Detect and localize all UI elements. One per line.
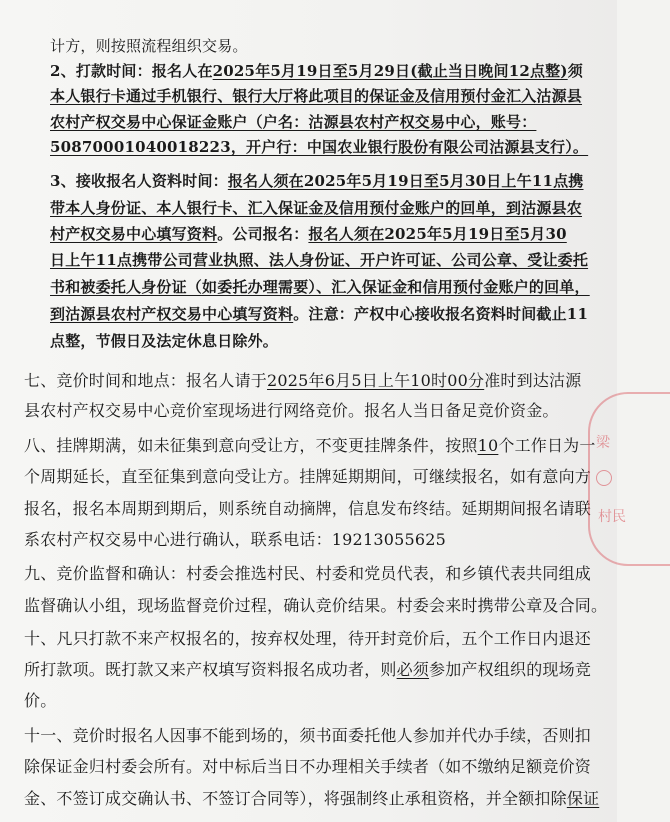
text-line-7: 带本人身份证、本人银行卡、汇入保证金及信用预付金账户的回单，到沽源县农 [50, 199, 583, 217]
stamp-text-bottom: 村民 [598, 509, 626, 525]
section-9-line-2: 监督确认小组，现场监督竞价过程，确认竞价结果。村委会来时携带公章及合同。 [24, 596, 608, 615]
section-10-line-1: 十、凡只打款不来产权报名的，按弃权处理，待开封竞价后，五个工作日内退还 [24, 629, 592, 648]
text-line-6: 3、接收报名人资料时间：报名人须在2025年5月19日至5月30日上午11点携 [50, 172, 584, 190]
stamp-text-top: 梁 [596, 435, 610, 451]
section-8-line-4: 系农村产权交易中心进行确认，联系电话：19213055625 [24, 530, 446, 549]
text-line-12: 点整，节假日及法定休息日除外。 [50, 332, 279, 350]
section-7-line-1: 七、竞价时间和地点：报名人请于2025年6月5日上午10时00分准时到达沽源 [24, 371, 582, 390]
text-line-11: 到沽源县农村产权交易中心填写资料。注意：产权中心接收报名资料时间截止11 [50, 305, 589, 323]
text-line-1: 计方，则按照流程组织交易。 [50, 37, 248, 55]
text-line-2: 2、打款时间：报名人在2025年5月19日至5月29日(截止当日晚间12点整)须 [50, 62, 583, 80]
text-line-3: 本人银行卡通过手机银行、银行大厅将此项目的保证金及信用预付金汇入沽源县 [50, 87, 583, 105]
section-8-line-1: 八、挂牌期满，如未征集到意向受让方，不变更挂牌条件，按照10个工作日为一 [24, 436, 596, 455]
section-8-line-3: 报名，报名本周期到期后，则系统自动摘牌，信息发布终结。延期期间报名请联 [24, 499, 592, 518]
section-10-line-3: 价。 [24, 691, 57, 710]
stamp-mark [596, 470, 612, 486]
section-10-line-2: 所打款项。既打款又来产权填写资料报名成功者，则必须参加产权组织的现场竞 [24, 660, 592, 679]
section-11-line-1: 十一、竞价时报名人因事不能到场的，须书面委托他人参加并代办手续，否则扣 [24, 726, 592, 745]
section-9-line-1: 九、竞价监督和确认：村委会推选村民、村委和党员代表，和乡镇代表共同组成 [24, 564, 592, 583]
section-11-line-3: 金、不签订成交确认书、不签订合同等），将强制终止承租资格，并全额扣除保证 [24, 789, 600, 808]
text-line-5: 50870001040018223，开户行：中国农业银行股份有限公司沽源县支行）。 [50, 138, 589, 156]
text-line-10: 书和被委托人身份证（如委托办理需要）、汇入保证金和信用预付金账户的回单， [50, 278, 590, 296]
text-line-9: 日上午11点携带公司营业执照、法人身份证、开户许可证、公司公章、受让委托 [50, 251, 589, 269]
text-line-8: 村产权交易中心填写资料。公司报名：报名人须在2025年5月19日至5月30 [50, 225, 567, 243]
section-7-line-2: 县农村产权交易中心竞价室现场进行网络竞价。报名人当日备足竞价资金。 [24, 401, 559, 420]
text-line-4: 农村产权交易中心保证金账户（户名：沽源县农村产权交易中心，账号： [50, 113, 537, 131]
section-8-line-2: 个周期延长，直至征集到意向受让方。挂牌延期期间，可继续报名，如有意向方 [24, 467, 592, 486]
section-11-line-2: 除保证金归村委会所有。对中标后当日不办理相关手续者（如不缴纳足额竞价资 [24, 757, 592, 776]
